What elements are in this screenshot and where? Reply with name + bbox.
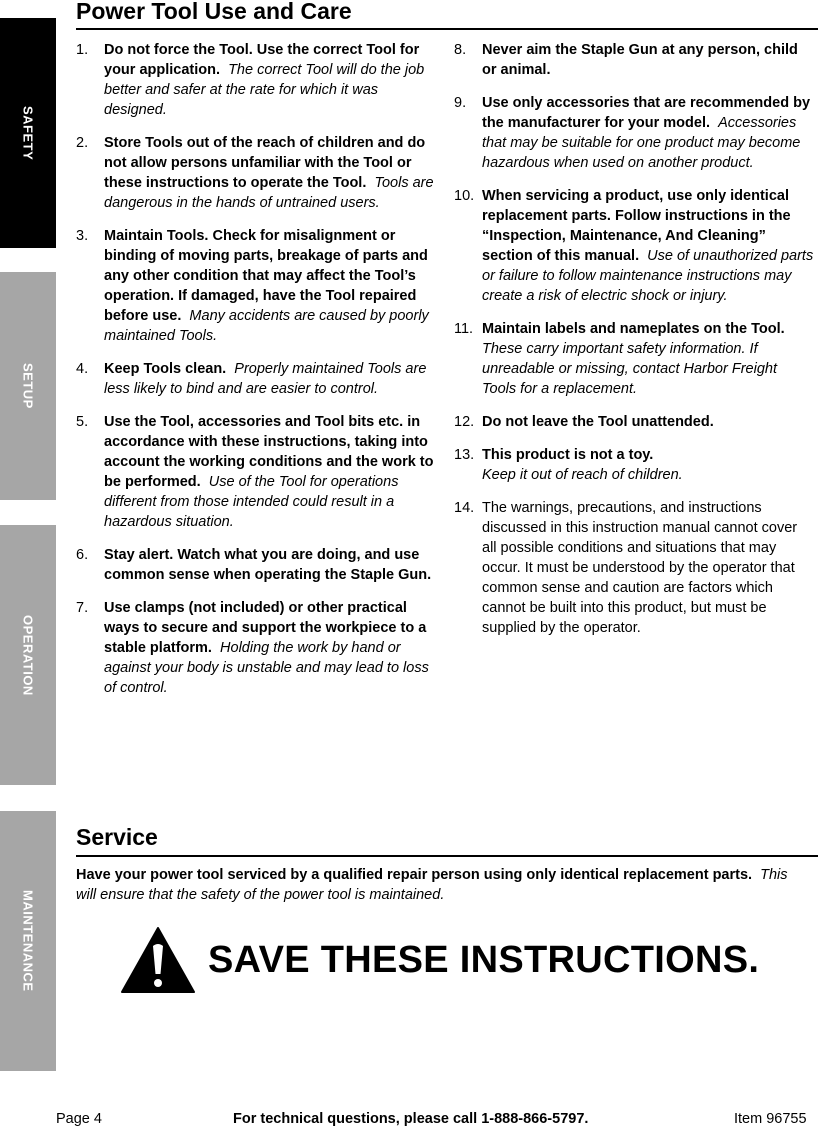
item-number: 4. bbox=[76, 361, 89, 377]
item-bold-text: Do not force the Tool. Use the correct Tool for your application. bbox=[104, 42, 420, 78]
item-bold-text: This product is not a toy. bbox=[482, 447, 654, 463]
item-italic-text: Many accidents are caused by poorly maintained Tools. bbox=[104, 308, 429, 344]
list-item bbox=[454, 93, 814, 173]
list-item bbox=[454, 319, 814, 399]
list-item bbox=[76, 40, 436, 120]
list-item bbox=[454, 412, 814, 432]
item-bold-text: Keep Tools clean. bbox=[104, 361, 227, 377]
list-item bbox=[454, 186, 814, 306]
item-italic-text: The correct Tool will do the job better and safer at the rate for which it was designed. bbox=[104, 62, 425, 118]
tab-safety bbox=[0, 18, 56, 248]
save-instructions-text: SAVE THESE INSTRUCTIONS. bbox=[208, 938, 760, 981]
item-number: 8. bbox=[454, 42, 467, 58]
tab-safety-label: SAFETY bbox=[20, 105, 36, 161]
tab-maintenance bbox=[0, 811, 56, 1071]
list-item bbox=[76, 226, 436, 346]
item-number: 3. bbox=[76, 228, 89, 244]
item-italic-text: Use of unauthorized parts or failure to follow maintenance instructions may create a risk of electric shock or injury. bbox=[482, 248, 814, 304]
footer-contact: For technical questions, please call 1-888-866-5797. bbox=[233, 1111, 589, 1127]
list-item bbox=[76, 545, 436, 585]
item-number: 7. bbox=[76, 600, 89, 616]
item-italic-text: Accessories that may be suitable for one product may become hazardous when used on another product. bbox=[482, 115, 801, 171]
item-bold-text: Never aim the Staple Gun at any person, child or animal. bbox=[482, 42, 798, 78]
item-number: 6. bbox=[76, 547, 89, 563]
service-italic-text: This will ensure that the safety of the power tool is maintained. bbox=[76, 867, 788, 903]
item-italic-text: Holding the work by hand or against your body is unstable and may lead to loss of control. bbox=[104, 640, 429, 696]
save-instructions-banner bbox=[120, 926, 759, 994]
list-item bbox=[454, 498, 814, 638]
item-bold-text: Do not leave the Tool unattended. bbox=[482, 414, 714, 430]
item-bold-text: Maintain Tools. Check for misalignment or binding of moving parts, breakage of parts and any other condition that may affect the Tool’s operation. If damaged, have the Tool repaired before use. bbox=[104, 228, 428, 324]
tab-setup bbox=[0, 272, 56, 500]
item-italic-text: Use of the Tool for operations different from those intended could result in a hazardous situation. bbox=[104, 474, 399, 530]
page-title: Power Tool Use and Care bbox=[76, 0, 352, 24]
item-bold-text: When servicing a product, use only identical replacement parts. Follow instructions in the “Inspection, Maintenance, And Cleaning” section of this manual. bbox=[482, 188, 791, 264]
tab-operation-label: OPERATION bbox=[20, 614, 36, 696]
list-item bbox=[454, 40, 814, 80]
instructions-column-right bbox=[454, 40, 814, 651]
item-number: 5. bbox=[76, 414, 89, 430]
item-number: 14. bbox=[454, 500, 475, 516]
item-bold-text: Use clamps (not included) or other practical ways to secure and support the workpiece to a stable platform. bbox=[104, 600, 427, 656]
item-bold-text: Maintain labels and nameplates on the Tool. bbox=[482, 321, 785, 337]
list-item bbox=[76, 412, 436, 532]
item-number: 2. bbox=[76, 135, 89, 151]
list-item bbox=[76, 598, 436, 698]
tab-setup-label: SETUP bbox=[20, 363, 36, 409]
item-bold-text: Stay alert. Watch what you are doing, and use common sense when operating the Staple Gun. bbox=[104, 547, 432, 583]
item-number: 11. bbox=[454, 321, 474, 337]
warning-triangle-icon bbox=[120, 926, 196, 994]
service-title: Service bbox=[76, 824, 158, 850]
tab-maintenance-label: MAINTENANCE bbox=[20, 890, 36, 992]
list-item bbox=[454, 445, 814, 485]
list-item bbox=[76, 133, 436, 213]
service-bold-text: Have your power tool serviced by a qualified repair person using only identical replacement parts. bbox=[76, 867, 753, 883]
item-number: 13. bbox=[454, 447, 475, 463]
item-number: 9. bbox=[454, 95, 467, 111]
item-italic-text: Keep it out of reach of children. bbox=[482, 467, 683, 483]
item-italic-text: Tools are dangerous in the hands of untrained users. bbox=[104, 175, 434, 211]
service-text bbox=[76, 865, 796, 905]
footer-item-number: Item 96755 bbox=[734, 1111, 807, 1127]
instructions-column-left bbox=[76, 40, 436, 711]
service-rule bbox=[76, 855, 818, 857]
item-number: 12. bbox=[454, 414, 475, 430]
item-bold-text: Use only accessories that are recommended by the manufacturer for your model. bbox=[482, 95, 811, 131]
item-italic-text: Properly maintained Tools are less likely to bind and are easier to control. bbox=[104, 361, 427, 397]
item-number: 10. bbox=[454, 188, 475, 204]
tab-operation bbox=[0, 525, 56, 785]
item-plain-text: The warnings, precautions, and instructions discussed in this instruction manual cannot cover all possible conditions and situations that may occur. It must be understood by the operator that common sense and caution are factors which cannot be built into this product, but must be supplied by the operator. bbox=[482, 500, 798, 636]
item-italic-text: These carry important safety information. If unreadable or missing, contact Harbor Freight Tools for a replacement. bbox=[482, 341, 777, 397]
footer-page-number: Page 4 bbox=[56, 1111, 102, 1127]
item-bold-text: Use the Tool, accessories and Tool bits etc. in accordance with these instructions, taking into account the working conditions and the work to be performed. bbox=[104, 414, 434, 490]
item-number: 1. bbox=[76, 42, 89, 58]
list-item bbox=[76, 359, 436, 399]
title-rule bbox=[76, 28, 818, 30]
item-bold-text: Store Tools out of the reach of children and do not allow persons unfamiliar with the Tool or these instructions to operate the Tool. bbox=[104, 135, 426, 191]
